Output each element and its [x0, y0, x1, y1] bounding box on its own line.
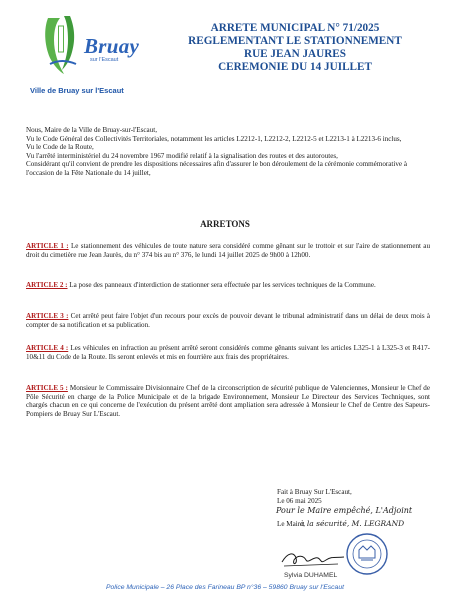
article-1 [26, 242, 430, 259]
article-label: ARTICLE 2 : [26, 281, 68, 289]
preamble-line: Vu le Code Général des Collectivités Territoriales, notamment les articles L2212-1, L2212-2, L2212-5 et L2213-1 à L2213-6 inclus, [26, 134, 402, 143]
article-text: Les véhicules en infraction au présent arrêté seront considérés comme gênants suivant les articles L325-1 à L325-3 et R417-10&11 du Code de la Route. Ils seront enlevés et mis en fourrière aux frais des propriétaires. [26, 344, 430, 361]
article-text: Monsieur le Commissaire Divisionnaire Chef de la circonscription de sécurité publique de Valenciennes, Monsieur le Chef de Pôle Sécurité en charge de la Police Municipale et de la brigade Environnement, Monsieur Le Directeur des Services Techniques, sont chargés chacun en ce qui concerne de l'exécution du présent arrêté dont ampliation sera adressée à Monsieur le Chef de Centre des Sapeurs-Pompiers de Bruay Sur L'Escaut. [26, 384, 431, 418]
signature-date: Le 06 mai 2025 [277, 497, 322, 505]
title-line-4: CEREMONIE DU 14 JUILLET [218, 61, 372, 73]
logo-wordmark: Bruay [84, 34, 140, 58]
preamble-line: Nous, Maire de la Ville de Bruay-sur-l'Escaut, [26, 126, 157, 134]
article-2 [26, 281, 430, 290]
official-stamp-icon [345, 532, 389, 576]
page-footer: Police Municipale – 26 Place des Farineau BP n°36 – 59860 Bruay sur l'Escaut [105, 584, 345, 591]
handwritten-delegation-1: Pour le Maire empêché, L'Adjoint [276, 506, 413, 515]
article-text: Le stationnement des véhicules de toute nature sera considéré comme gênant sur le trottoir et sur l'aire de stationnement au droit du cimetière rue Jean Jaurès, du n° 374 bis au n° 376, le lundi 14 juillet 2025 de 9h00 à 12h00. [26, 242, 431, 259]
article-text: La pose des panneaux d'interdiction de stationner sera effectuée par les services techniques de la Commune. [67, 281, 376, 289]
logo-emblem-icon [40, 14, 86, 76]
arretons-heading: ARRETONS [200, 219, 250, 229]
article-text: Cet arrêté peut faire l'objet d'un recours pour excès de pouvoir devant le tribunal administratif dans un délai de deux mois à compter de sa notification et sa publication. [26, 312, 430, 329]
city-logo [26, 14, 140, 100]
article-4 [26, 344, 430, 361]
handwritten-signature-icon [278, 548, 348, 570]
logo-subtitle: sur l'Escaut [90, 57, 119, 63]
article-label: ARTICLE 1 : [26, 242, 69, 250]
article-label: ARTICLE 4 : [26, 344, 69, 352]
article-5 [26, 384, 430, 418]
title-line-2: REGLEMENTANT LE STATIONNEMENT [188, 35, 402, 47]
preamble-line: Vu l'arrêté interministériel du 24 novembre 1967 modifié relatif à la signalisation des routes et des autoroutes, [26, 151, 338, 160]
signature-role: Le Maire, [277, 520, 305, 528]
preamble [26, 126, 430, 178]
handwritten-delegation-2: à la sécurité, M. LEGRAND [300, 519, 405, 528]
document-title [155, 22, 435, 74]
article-label: ARTICLE 3 : [26, 312, 69, 320]
signature-block [277, 488, 437, 506]
title-line-3: RUE JEAN JAURES [244, 48, 346, 60]
title-line-1: ARRETE MUNICIPAL N° 71/2025 [210, 22, 380, 34]
logo-caption: Ville de Bruay sur l'Escaut [30, 86, 124, 95]
preamble-line: Considérant qu'il convient de prendre les dispositions nécessaires afin d'assurer le bon déroulement de la cérémonie commémorative à l'occasion de la Fête Nationale du 14 juillet, [26, 160, 407, 177]
article-label: ARTICLE 5 : [26, 384, 68, 392]
preamble-line: Vu le Code de la Route, [26, 143, 94, 152]
article-3 [26, 312, 430, 329]
signature-place: Fait à Bruay Sur L'Escaut, [277, 488, 352, 496]
signer-name: Sylvia DUHAMEL [284, 572, 338, 579]
